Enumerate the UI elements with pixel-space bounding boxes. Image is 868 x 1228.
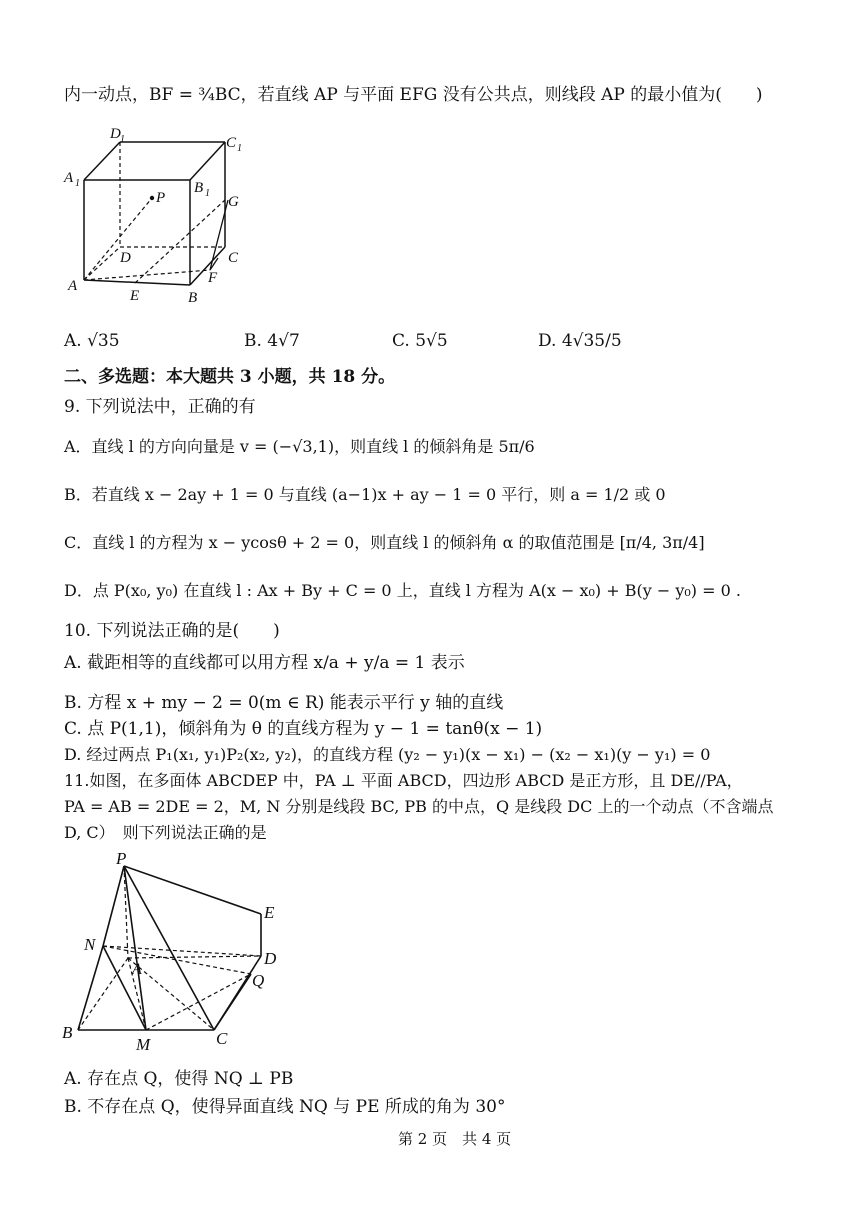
svg-text:1: 1	[120, 134, 125, 145]
svg-text:D: D	[264, 949, 277, 968]
svg-text:1: 1	[75, 178, 80, 189]
svg-text:E: E	[130, 288, 140, 304]
svg-text:A: A	[132, 961, 142, 978]
q10-option-b: B. 方程 x + my − 2 = 0(m ∈ R) 能表示平行 y 轴的直线	[64, 693, 504, 713]
cube-figure	[60, 120, 260, 310]
q8-option-c: C. 5√5	[392, 331, 448, 351]
q11-line1: 11.如图，在多面体 ABCDEP 中，PA ⊥ 平面 ABCD，四边形 ABCD 是正方形，且 DE//PA，	[64, 771, 743, 790]
q9-option-a: A．直线 l 的方向向量是 v = (−√3,1)，则直线 l 的倾斜角是 5π/6	[64, 437, 535, 456]
q8-option-d: D. 4√35/5	[538, 331, 622, 351]
q10-option-a: A. 截距相等的直线都可以用方程 x/a + y/a = 1 表示	[64, 653, 465, 673]
q8-option-b: B. 4√7	[244, 331, 300, 351]
svg-text:1: 1	[205, 188, 210, 199]
polyhedron-figure	[56, 846, 296, 1056]
svg-text:D: D	[120, 250, 131, 266]
q11-line3: D, C） 则下列说法正确的是	[64, 823, 267, 842]
svg-text:1: 1	[237, 143, 242, 154]
svg-text:B: B	[62, 1023, 73, 1042]
svg-text:E: E	[264, 903, 275, 922]
q9-option-c: C．直线 l 的方程为 x − ycosθ + 2 = 0，则直线 l 的倾斜角 α 的取值范围是 [π/4, 3π/4]	[64, 533, 705, 552]
svg-text:F: F	[208, 270, 218, 286]
svg-text:C: C	[226, 135, 237, 151]
svg-text:Q: Q	[252, 971, 265, 990]
svg-text:A: A	[68, 278, 78, 294]
q10-option-d: D. 经过两点 P₁(x₁, y₁)P₂(x₂, y₂)，的直线方程 (y₂ − y₁)(x − x₁) − (x₂ − x₁)(y − y₁) = 0	[64, 745, 711, 764]
svg-text:B: B	[194, 180, 204, 196]
svg-text:B: B	[188, 290, 198, 306]
q10-option-c: C. 点 P(1,1)，倾斜角为 θ 的直线方程为 y − 1 = tanθ(x − 1)	[64, 719, 543, 739]
svg-text:C: C	[216, 1029, 228, 1048]
q11-option-b: B. 不存在点 Q，使得异面直线 NQ 与 PE 所成的角为 30°	[64, 1097, 506, 1117]
q10-stem: 10. 下列说法正确的是( )	[64, 621, 280, 641]
svg-text:A: A	[64, 170, 74, 186]
svg-text:G: G	[228, 194, 239, 210]
q11-line2: PA = AB = 2DE = 2，M, N 分别是线段 BC, PB 的中点，Q 是线段 DC 上的一个动点（不含端点	[64, 797, 774, 816]
q11-option-a: A. 存在点 Q，使得 NQ ⊥ PB	[64, 1069, 294, 1089]
q9-option-d: D．点 P(x₀, y₀) 在直线 l : Ax + By + C = 0 上，直线 l 方程为 A(x − x₀) + B(y − y₀) = 0 .	[64, 581, 741, 600]
section-heading: 二、多选题：本大题共 3 小题，共 18 分。	[64, 367, 396, 387]
q8-stem-tail: 内一动点，BF = ¾BC，若直线 AP 与平面 EFG 没有公共点，则线段 AP 的最小值为( )	[64, 85, 763, 105]
svg-text:M: M	[136, 1035, 151, 1054]
q8-option-a: A. √35	[64, 331, 120, 351]
svg-text:D: D	[110, 126, 121, 142]
svg-text:P: P	[156, 190, 166, 206]
svg-text:P: P	[116, 849, 127, 868]
page-footer: 第 2 页 共 4 页	[398, 1130, 512, 1148]
q9-option-b: B．若直线 x − 2ay + 1 = 0 与直线 (a−1)x + ay − 1 = 0 平行，则 a = 1/2 或 0	[64, 485, 666, 504]
q9-stem: 9. 下列说法中，正确的有	[64, 397, 256, 417]
svg-text:C: C	[228, 250, 239, 266]
svg-text:N: N	[84, 935, 96, 954]
